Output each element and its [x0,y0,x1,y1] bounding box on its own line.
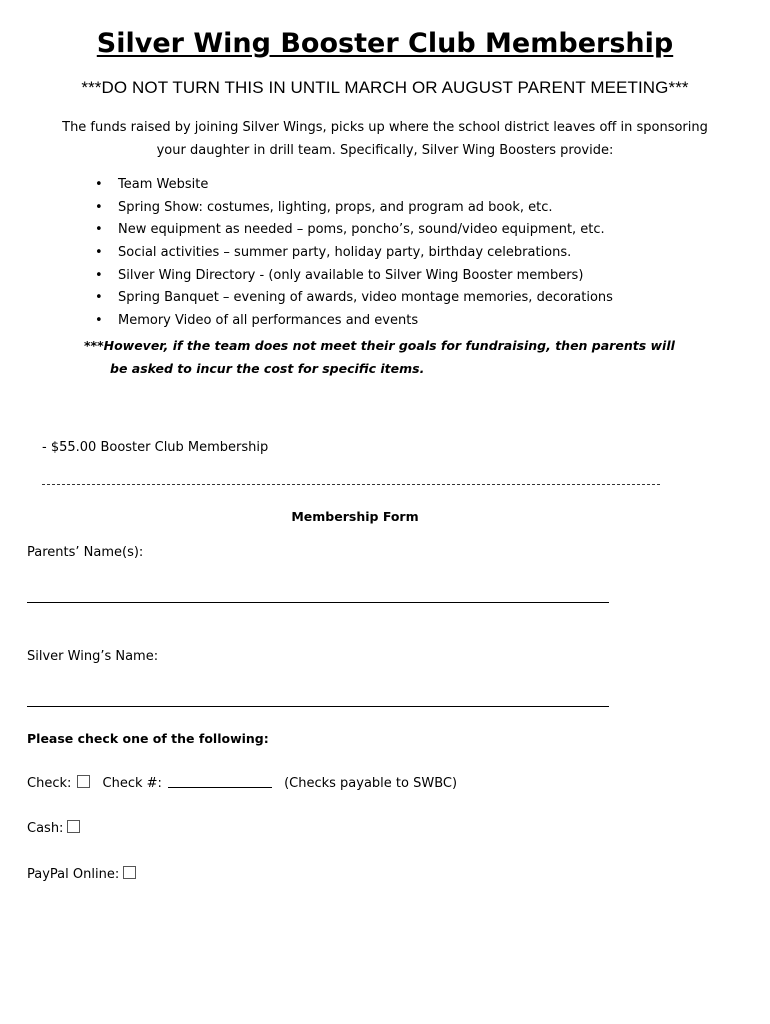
bullet-icon: • [95,177,103,192]
benefit-text: Spring Show: costumes, lighting, props, and program ad book, etc. [118,199,553,215]
intro-line-1: The funds raised by joining Silver Wings, picks up where the school district leaves off in sponsoring [62,120,708,135]
disclaimer-line-1: ***However, if the team does not meet their goals for fundraising, then parents will [84,338,675,353]
fundraising-disclaimer [84,334,684,380]
paypal-payment-row [27,866,136,882]
paypal-label: PayPal Online: [27,867,120,882]
list-item [95,310,715,333]
parents-name-field[interactable] [27,602,609,603]
intro-paragraph [50,116,720,162]
bullet-icon: • [95,290,103,306]
list-item [95,219,715,242]
check-number-label: Check #: [102,776,162,791]
list-item [95,197,715,220]
bullet-icon: • [95,267,103,283]
warning-notice: ***DO NOT TURN THIS IN UNTIL MARCH OR AUGUST PARENT MEETING*** [81,78,689,97]
list-item [95,242,715,265]
cash-label: Cash: [27,821,64,836]
page-title: Silver Wing Booster Club Membership [96,28,674,59]
list-item [95,265,715,288]
benefits-list [95,174,715,333]
silver-wing-name-label: Silver Wing’s Name: [27,649,159,664]
bullet-icon: • [95,199,103,215]
bullet-icon: • [95,245,103,261]
intro-line-2: your daughter in drill team. Specifically, Silver Wing Boosters provide: [156,143,614,158]
parents-name-label: Parents’ Name(s): [27,545,144,560]
benefit-text: Spring Banquet – evening of awards, video montage memories, decorations [118,290,613,306]
silver-wing-name-field[interactable] [27,706,609,707]
benefit-text: Team Website [118,177,209,192]
cut-line-divider [42,484,660,485]
check-label: Check: [27,776,72,791]
check-checkbox[interactable] [77,775,90,788]
paypal-checkbox[interactable] [123,866,136,879]
benefit-text: Social activities – summer party, holiday party, birthday celebrations. [118,245,572,261]
check-payable-note: (Checks payable to SWBC) [284,776,458,791]
check-payment-row [27,775,457,791]
list-item [95,287,715,310]
membership-fee: - $55.00 Booster Club Membership [42,440,269,455]
cash-payment-row [27,820,80,836]
form-title: Membership Form [291,509,419,524]
check-number-field[interactable] [168,777,272,788]
list-item [95,174,715,197]
benefit-text: Memory Video of all performances and events [118,313,419,329]
bullet-icon: • [95,222,103,238]
disclaimer-line-2: be asked to incur the cost for specific items. [110,361,425,376]
payment-prompt: Please check one of the following: [27,731,269,746]
benefit-text: New equipment as needed – poms, poncho’s, sound/video equipment, etc. [118,222,605,238]
bullet-icon: • [95,313,103,329]
benefit-text: Silver Wing Directory - (only available to Silver Wing Booster members) [118,267,584,283]
cash-checkbox[interactable] [67,820,80,833]
